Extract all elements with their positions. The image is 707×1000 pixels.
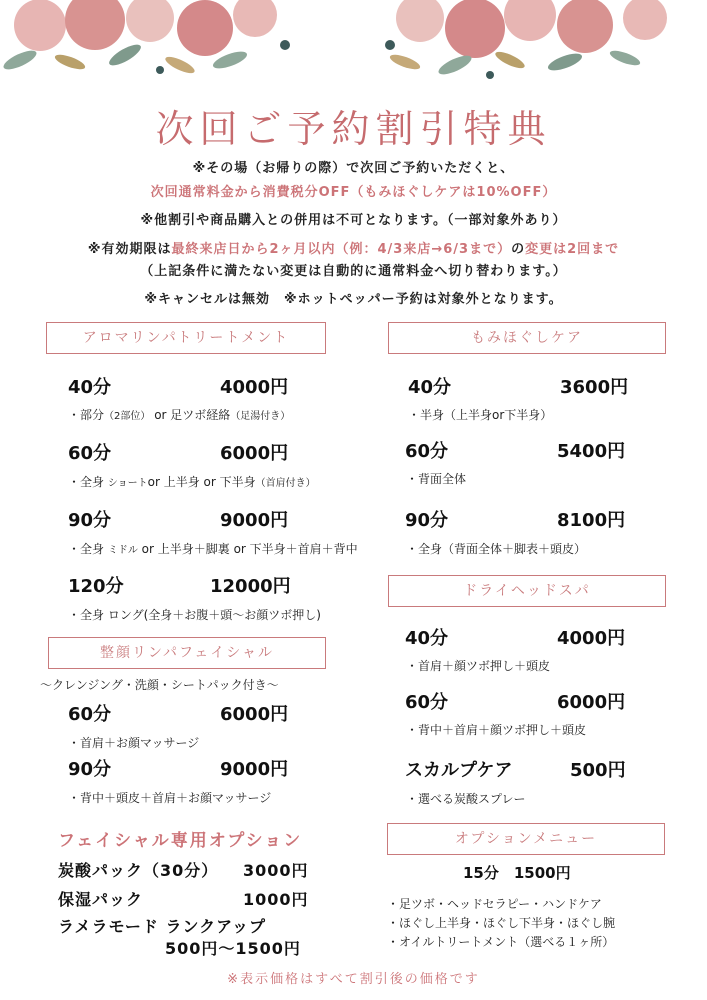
- aroma-duration-2: 60分: [68, 443, 112, 464]
- aroma-price-1: 4000円: [220, 377, 289, 398]
- page-title: 次回ご予約割引特典: [155, 107, 552, 151]
- intro-line-6: ※キャンセルは無効 ※ホットペッパー予約は対象外となります。: [144, 292, 563, 307]
- options-item-3: ・オイルトリートメント（選べる１ヶ所）: [387, 935, 615, 949]
- floral-decoration-right: [380, 0, 680, 100]
- facial-price-2: 9000円: [220, 759, 289, 780]
- momi-duration-1: 40分: [408, 377, 452, 398]
- aroma-desc-3-a: ・全身: [68, 542, 105, 556]
- aroma-desc-4: [68, 606, 321, 623]
- options-price-line: 15分 1500円: [463, 864, 571, 882]
- facial-option-name-3: ラメラモード ランクアップ: [58, 917, 267, 936]
- aroma-desc-1-d: （足湯付き）: [230, 411, 291, 422]
- aroma-desc-3-c: or 上半身＋脚裏 or 下半身＋首肩＋背中: [141, 542, 358, 556]
- aroma-desc-1-a: ・部分: [68, 408, 105, 422]
- facial-option-name-1: 炭酸パック（30分）: [58, 861, 219, 880]
- dryhead-price-3: 500円: [570, 760, 626, 781]
- aroma-desc-2: [68, 473, 316, 490]
- aroma-price-2: 6000円: [220, 443, 289, 464]
- aroma-desc-1-c: or 足ツボ経絡: [154, 408, 231, 422]
- facial-price-1: 6000円: [220, 704, 289, 725]
- momi-price-1: 3600円: [560, 377, 629, 398]
- facial-option-price-2: 1000円: [243, 890, 309, 909]
- momi-desc-3: ・全身（背面全体＋脚表＋頭皮）: [406, 542, 587, 556]
- section-title-aroma: アロマリンパトリートメント: [46, 322, 326, 354]
- facial-duration-1: 60分: [68, 704, 112, 725]
- aroma-duration-1: 40分: [68, 377, 112, 398]
- intro-line-1: ※その場（お帰りの際）で次回ご予約いただくと、: [192, 161, 515, 176]
- aroma-desc-2-d: （首肩付き）: [255, 478, 316, 489]
- momi-desc-2: ・背面全体: [406, 472, 467, 486]
- intro-line-5: （上記条件に満たない変更は自動的に通常料金へ切り替わります。）: [140, 264, 567, 279]
- aroma-desc-1: [68, 406, 290, 423]
- section-title-dry-head: ドライヘッドスパ: [388, 575, 666, 607]
- aroma-desc-2-c: or 上半身 or 下半身: [147, 475, 256, 489]
- facial-desc-1: ・首肩＋お顔マッサージ: [68, 736, 200, 750]
- aroma-desc-4-a: ・全身: [68, 608, 105, 622]
- dryhead-desc-3: ・選べる炭酸スプレー: [406, 792, 526, 806]
- aroma-desc-2-a: ・全身: [68, 475, 105, 489]
- intro-line-4-b: 最終来店日から2ヶ月以内（例：4/3来店→6/3まで）: [171, 242, 512, 257]
- momi-duration-3: 90分: [405, 510, 449, 531]
- dryhead-price-1: 4000円: [557, 628, 626, 649]
- facial-desc-2: ・背中＋頭皮＋首肩＋お顔マッサージ: [68, 791, 272, 805]
- dryhead-duration-2: 60分: [405, 692, 449, 713]
- aroma-desc-2-b: ショート: [107, 478, 148, 489]
- floral-decoration-left: [0, 0, 300, 100]
- section-title-options: オプションメニュー: [387, 823, 665, 855]
- dryhead-duration-1: 40分: [405, 628, 449, 649]
- aroma-desc-1-b: （2部位）: [104, 411, 151, 422]
- aroma-duration-3: 90分: [68, 510, 112, 531]
- facial-option-price-1: 3000円: [243, 861, 309, 880]
- aroma-price-4: 12000円: [210, 576, 291, 597]
- aroma-duration-4: 120分: [68, 576, 124, 597]
- aroma-desc-4-b: ロング: [107, 608, 144, 622]
- aroma-price-3: 9000円: [220, 510, 289, 531]
- options-item-1: ・足ツボ・ヘッドセラピー・ハンドケア: [387, 897, 602, 911]
- facial-options-title: フェイシャル専用オプション: [58, 831, 303, 851]
- intro-line-3: ※他割引や商品購入との併用は不可となります。（一部対象外あり）: [140, 213, 567, 228]
- momi-duration-2: 60分: [405, 441, 449, 462]
- momi-price-3: 8100円: [557, 510, 626, 531]
- intro-line-4: [0, 238, 707, 257]
- section-title-momi: もみほぐしケア: [388, 322, 666, 354]
- intro-line-4-d: 変更は2回まで: [525, 242, 620, 257]
- momi-desc-1: ・半身（上半身or下半身）: [408, 408, 553, 422]
- intro-line-2: 次回通常料金から消費税分OFF（もみほぐしケアは10%OFF）: [150, 185, 557, 200]
- section-title-facial: 整顔リンパフェイシャル: [48, 637, 326, 669]
- dryhead-duration-3: スカルプケア: [405, 760, 513, 781]
- dryhead-desc-1: ・首肩＋顔ツボ押し＋頭皮: [406, 659, 551, 673]
- facial-option-price-3: 500円〜1500円: [165, 939, 301, 958]
- intro-line-4-a: ※有効期限は: [87, 242, 172, 257]
- aroma-desc-3-b: ミドル: [107, 545, 138, 556]
- dryhead-price-2: 6000円: [557, 692, 626, 713]
- facial-duration-2: 90分: [68, 759, 112, 780]
- options-item-2: ・ほぐし上半身・ほぐし下半身・ほぐし腕: [387, 916, 616, 930]
- aroma-desc-4-c: (全身＋お腹＋頭〜お顔ツボ押し): [143, 608, 321, 622]
- dryhead-desc-2: ・背中＋首肩＋顔ツボ押し＋頭皮: [406, 723, 587, 737]
- facial-option-name-2: 保湿パック: [58, 890, 144, 909]
- aroma-desc-3: [68, 540, 358, 557]
- momi-price-2: 5400円: [557, 441, 626, 462]
- intro-line-4-c: の: [511, 242, 526, 257]
- facial-subtitle: 〜クレンジング・洗顔・シートパック付き〜: [40, 678, 279, 692]
- footer-note: ※表示価格はすべて割引後の価格です: [227, 972, 480, 987]
